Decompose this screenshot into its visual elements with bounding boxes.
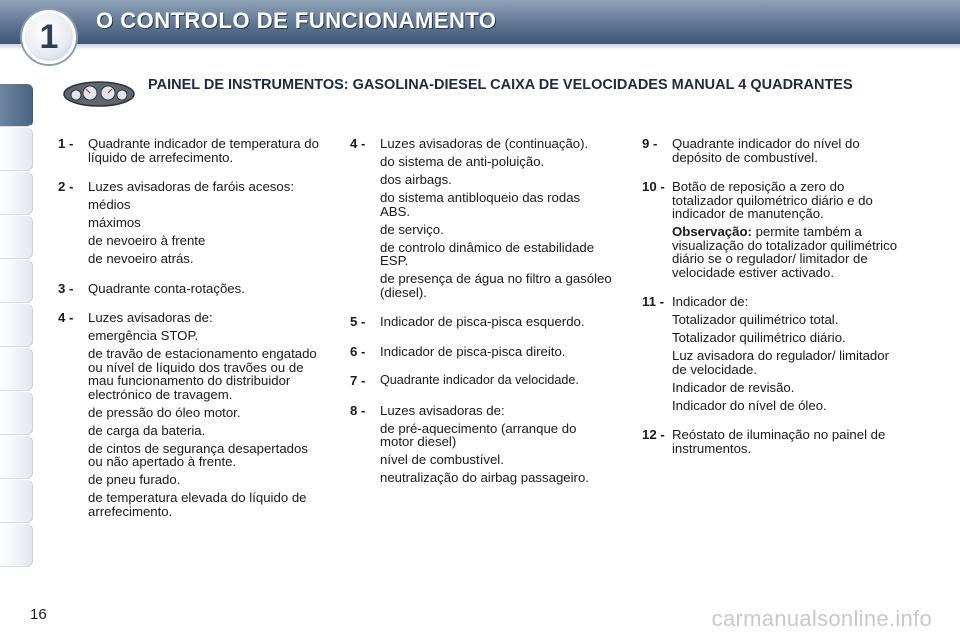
sub-item: Indicador do nível de óleo. (672, 397, 827, 413)
column-1 (58, 137, 320, 523)
side-tab-3[interactable] (0, 172, 33, 215)
sub-item: máximos (88, 215, 141, 230)
list-item (642, 428, 906, 455)
section-title: PAINEL DE INSTRUMENTOS: GASOLINA-DIESEL CAIXA DE VELOCIDADES MANUAL 4 QUADRANTES (148, 77, 853, 93)
item-text: Quadrante indicador de temperatura do líquido de arrefecimento. (88, 136, 319, 165)
sub-item: emergência STOP. (88, 328, 199, 343)
list-item (58, 282, 320, 296)
item-text: Quadrante indicador da velocidade. (380, 373, 579, 387)
item-number: 5 - (350, 314, 366, 329)
sub-item: de travão de estacionamento engatado ou nível de líquido dos travões ou de mau funcionamento do distribuidor electrónico de travagem. (88, 346, 317, 402)
sub-item: Luz avisadora do regulador/ limitador de velocidade. (672, 348, 889, 377)
sub-item: do sistema antibloqueio das rodas ABS. (380, 190, 581, 219)
item-text: Luzes avisadoras de: (380, 402, 505, 418)
list-item (350, 315, 612, 329)
sub-item: de pré-aquecimento (arranque do motor diesel) (380, 420, 577, 449)
column-2 (350, 137, 612, 489)
list-item (350, 345, 612, 359)
list-item (58, 180, 320, 266)
sub-item: de pressão do óleo motor. (88, 404, 241, 420)
side-tab-2[interactable] (0, 128, 33, 171)
side-tab-4[interactable] (0, 216, 33, 259)
sub-item: dos airbags. (380, 172, 452, 187)
list-item (58, 137, 320, 164)
list-item (642, 137, 906, 164)
list-item (350, 404, 612, 485)
sub-item: de presença de água no filtro a gasóleo (diesel). (380, 271, 612, 300)
sub-item: nível de combustível. (380, 452, 504, 467)
chapter-badge: 1 (22, 10, 76, 64)
item-number: 4 - (58, 310, 74, 325)
item-number: 4 - (350, 136, 366, 151)
item-number: 2 - (58, 179, 74, 194)
item-number: 1 - (58, 136, 74, 151)
side-tab-11[interactable] (0, 524, 33, 567)
item-number: 6 - (350, 343, 366, 359)
side-tab-8[interactable] (0, 392, 33, 435)
list-item (350, 374, 612, 388)
note-label: Observação: (672, 224, 752, 239)
item-number: 9 - (642, 136, 658, 151)
note (672, 225, 906, 279)
watermark: carmanualsonline.info (711, 606, 932, 631)
item-text: Luzes avisadoras de: (88, 310, 213, 325)
instrument-panel-icon (62, 80, 136, 108)
item-number: 11 - (642, 294, 664, 309)
item-text: Indicador de pisca-pisca esquerdo. (380, 314, 585, 329)
item-number: 12 - (642, 427, 665, 442)
list-item (350, 137, 612, 299)
note-text: permite também a visualização do totalizador quilimétrico diário se o regulador/ limitador de velocidade estiver activado. (672, 224, 898, 280)
item-text: Luzes avisadoras de (continuação). (380, 136, 589, 151)
item-text: Quadrante indicador do nível do depósito de combustível. (672, 136, 860, 165)
sub-item: de pneu furado. (88, 472, 181, 487)
item-text: Reóstato de iluminação no painel de instrumentos. (672, 427, 886, 456)
header-shadow (0, 44, 960, 50)
list-item (58, 311, 320, 518)
column-3 (642, 137, 906, 455)
sub-item: médios (88, 197, 131, 212)
item-text: Luzes avisadoras de faróis acesos: (88, 179, 294, 194)
sub-item: de cintos de segurança desapertados ou não apertado à frente. (88, 440, 308, 469)
side-tab-5[interactable] (0, 260, 33, 303)
list-item (642, 295, 906, 412)
side-tab-1[interactable] (0, 84, 33, 127)
side-tab-9[interactable] (0, 436, 33, 479)
sub-item: Totalizador quilimétrico total. (672, 312, 839, 327)
sub-item: de nevoeiro à frente (88, 233, 206, 248)
page-number: 16 (30, 606, 47, 623)
sub-item: Totalizador quilimétrico diário. (672, 330, 846, 345)
side-tab-10[interactable] (0, 480, 33, 523)
chapter-title: O CONTROLO DE FUNCIONAMENTO (96, 8, 497, 33)
sub-item: de nevoeiro atrás. (88, 251, 194, 266)
sub-item: de temperatura elevada do líquido de arrefecimento. (88, 490, 307, 519)
item-text: Botão de reposição a zero do totalizador quilométrico diário e do indicador de manutenção. (672, 179, 873, 221)
item-number: 3 - (58, 280, 74, 296)
sub-item: neutralização do airbag passageiro. (380, 470, 589, 485)
item-text: Indicador de pisca-pisca direito. (380, 343, 566, 359)
sub-item: de serviço. (380, 221, 444, 237)
side-tab-6[interactable] (0, 304, 33, 347)
sub-item: do sistema de anti-poluição. (380, 154, 545, 169)
item-text: Quadrante conta-rotações. (88, 280, 245, 296)
item-text: Indicador de: (672, 294, 749, 309)
item-number: 7 - (350, 373, 366, 388)
sub-item: de carga da bateria. (88, 422, 206, 438)
sub-item: de controlo dinâmico de estabilidade ESP. (380, 239, 595, 268)
item-number: 8 - (350, 402, 366, 418)
sub-item: Indicador de revisão. (672, 379, 795, 395)
side-tab-7[interactable] (0, 348, 33, 391)
item-number: 10 - (642, 179, 665, 194)
list-item (642, 180, 906, 279)
